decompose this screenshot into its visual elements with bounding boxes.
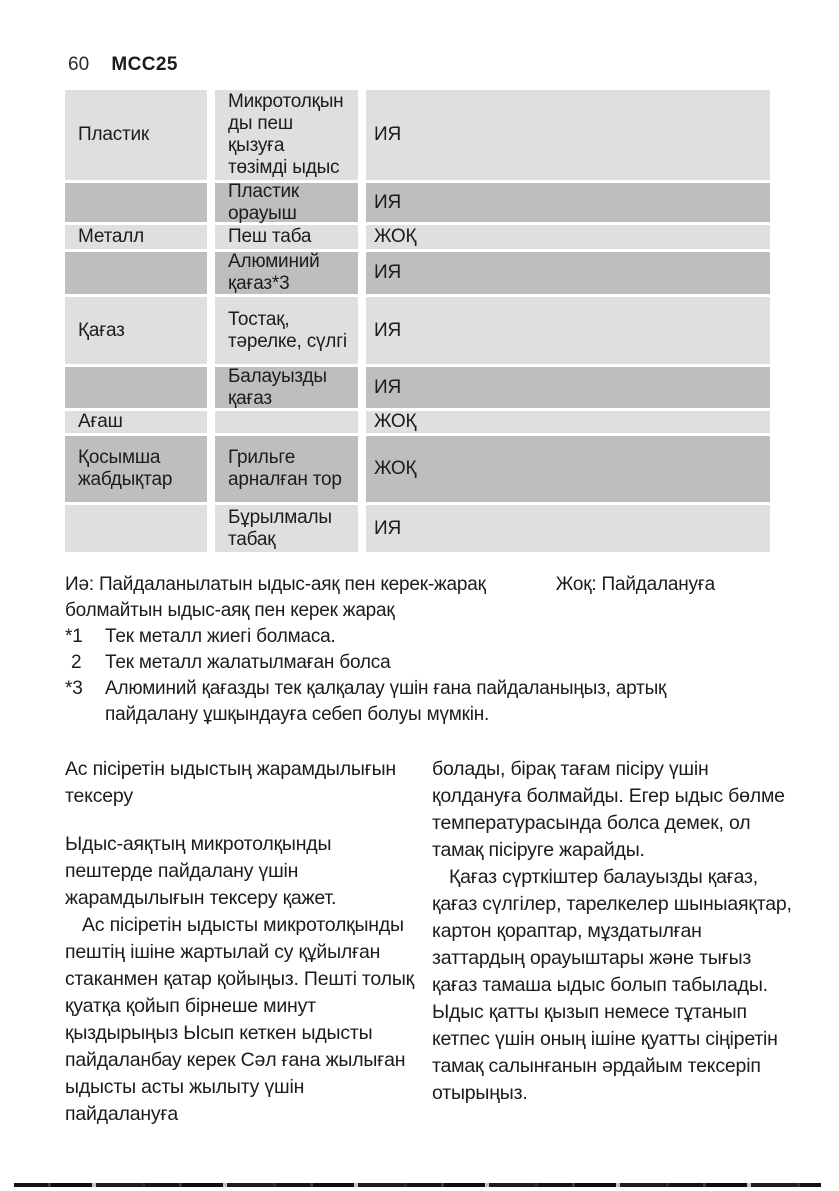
footnote-text: Тек металл жалатылмаған болса: [105, 652, 391, 673]
footnotes: [65, 624, 737, 728]
page-header: [68, 54, 178, 76]
table-cell-item-5: Тостақ, тәрелке, сүлгі: [215, 297, 358, 364]
footnote-text: Алюминий қағазды тек қалқалау үшін ғана пайдаланыңыз, артық пайдалану ұшқындауға себеп болуы мүмкін.: [105, 678, 667, 725]
table-cell-item-6: Балауызды қағаз: [215, 367, 358, 408]
footnote-2: [65, 650, 737, 676]
table-cell-verdict-7: ЖОҚ: [366, 411, 770, 433]
scan-artifact-line: [14, 1183, 821, 1187]
table-cell-category-1: Пластик: [65, 90, 207, 180]
table-cell-category-2: [65, 183, 207, 222]
table-cell-verdict-3: ЖОҚ: [366, 225, 770, 249]
table-cell-verdict-5: ИЯ: [366, 297, 770, 364]
table-cell-category-3: Металл: [65, 225, 207, 249]
footnote-text: Тек металл жиегі болмаса.: [105, 626, 336, 647]
table-cell-item-3: Пеш таба: [215, 225, 358, 249]
table-cell-category-6: [65, 367, 207, 408]
body-column-left: [65, 756, 417, 1128]
section-heading: Ас пісіретін ыдыстың жарамдылығын тексеру: [65, 758, 397, 807]
table-cell-verdict-2: ИЯ: [366, 183, 770, 222]
table-cell-category-5: Қағаз: [65, 297, 207, 364]
table-cell-verdict-4: ИЯ: [366, 252, 770, 294]
legend-yes: Иә: Пайдаланылатын ыдыс-аяқ пен керек-жарақ: [65, 574, 486, 595]
page-number: 60: [68, 54, 90, 75]
table-cell-item-4: Алюминий қағаз*3: [215, 252, 358, 294]
table-cell-category-8: Қосымша жабдықтар: [65, 436, 207, 502]
legend-no: Жоқ: Пайдалануға болмайтын ыдыс-аяқ пен керек жарақ: [65, 574, 715, 621]
model-code: MCC25: [111, 54, 178, 75]
table-cell-verdict-8: ЖОҚ: [366, 436, 770, 502]
table-cell-category-4: [65, 252, 207, 294]
body-paragraph: Қағаз сүрткіштер балауызды қағаз, қағаз сүлгілер, тарелкелер шыныаяқтар, картон қораптар, мұздатылған заттардың орауыштары және тығыз қағаз тамаша ыдыс болып табылады. Ыдыс қатты қызып немесе тұтанып кетпес үшін оның ішіне қуатты сіңіретін тамақ салынғанын әрдайым тексеріп отырыңыз.: [432, 866, 792, 1104]
table-cell-category-7: Ағаш: [65, 411, 207, 433]
table-cell-item-2: Пластик орауыш: [215, 183, 358, 222]
table-cell-category-9: [65, 505, 207, 552]
body-column-right: [432, 756, 794, 1107]
table-cell-verdict-9: ИЯ: [366, 505, 770, 552]
footnote-3: [65, 676, 737, 728]
body-paragraph: болады, бірақ тағам пісіру үшін қолдануға болмайды. Егер ыдыс бөлме температурасында болса демек, ол тамақ пісіруге жарайды.: [432, 758, 785, 861]
footnote-marker: *3: [65, 678, 83, 699]
table-cell-item-7: [215, 411, 358, 433]
cookware-table: [65, 90, 770, 552]
table-cell-item-8: Грильге арналған тор: [215, 436, 358, 502]
body-paragraph: Ыдыс-аяқтың микротолқынды пештерде пайдалану үшін жарамдылығын тексеру қажет.: [65, 833, 337, 909]
table-legend: [65, 572, 725, 624]
body-paragraph: Ас пісіретін ыдысты микротолқынды пештің ішіне жартылай су құйылған стаканмен қатар қойыңыз. Пешті толық қуатқа қойып бірнеше минут қыздырыңыз Ысып кеткен ыдысты пайдаланбау керек Сәл ғана жылыған ыдысты асты жылыту үшін пайдалануға: [65, 914, 414, 1125]
table-cell-verdict-1: ИЯ: [366, 90, 770, 180]
table-cell-item-9: Бұрылмалы табақ: [215, 505, 358, 552]
footnote-1: [65, 624, 737, 650]
table-cell-verdict-6: ИЯ: [366, 367, 770, 408]
footnote-marker: *1: [65, 626, 83, 647]
footnote-marker: 2: [71, 652, 82, 673]
table-cell-item-1: Микротолқынды пеш қызуға төзімді ыдыс: [215, 90, 358, 180]
